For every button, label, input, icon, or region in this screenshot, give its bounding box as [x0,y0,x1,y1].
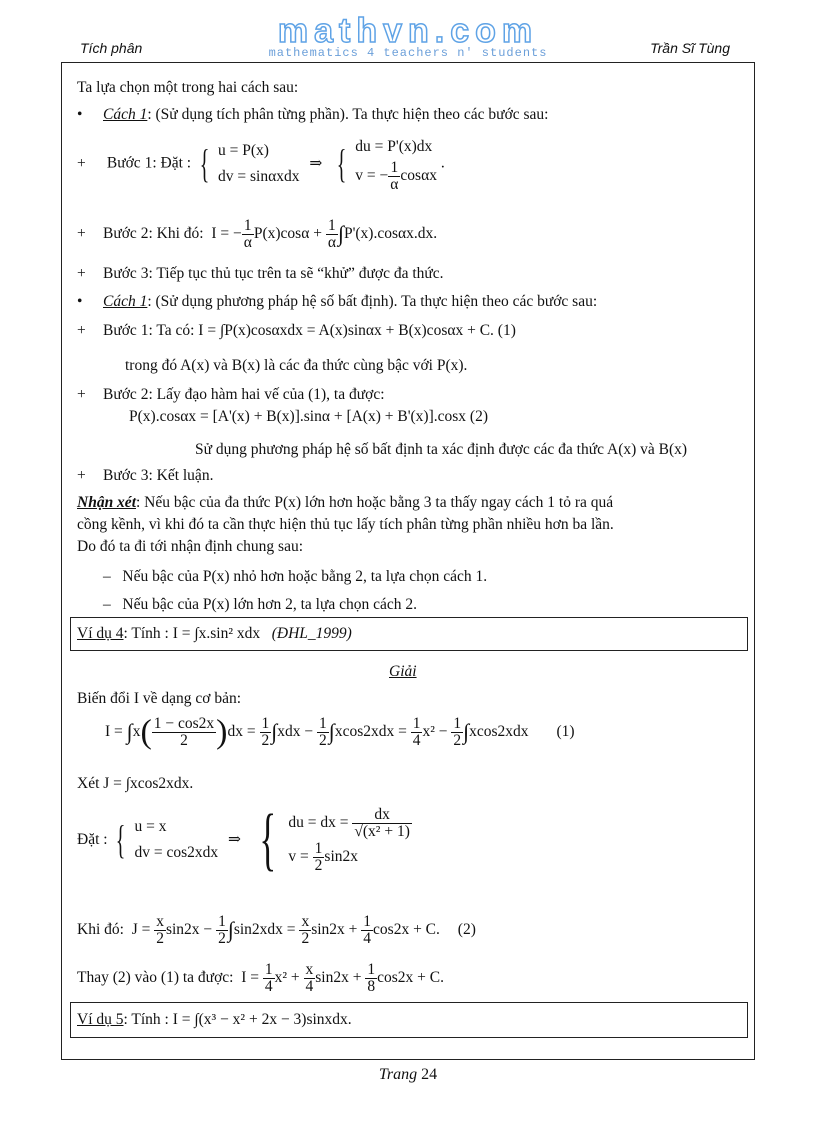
method2: • Cách 1: (Sử dụng phương pháp hệ số bất định). Ta thực hiện theo các bước sau: [77,293,598,310]
page-label: Trang [378,1066,418,1083]
sol-khido: Khi đó: J = $\frac{x}{2}$ sin2x − $\frac{1}{2}$ ∫sin2xdx = $\frac{x}{2}$ sin2x + $\frac{1}{4}$ cos2x + C. (2) [77,913,476,947]
intro: Ta lựa chọn một trong hai cách sau: [77,79,299,96]
method1-label: Cách 1 [103,106,148,123]
solution-title: Giải [389,663,417,680]
example4: Ví dụ 4: Tính : I = ∫x.sin² xdx (ĐHL_1999) [77,625,352,642]
example5: Ví dụ 5: Tính : I = ∫(x³ − x² + 2x − 3)sinxdx. [77,1011,352,1028]
remark-line3: Do đó ta đi tới nhận định chung sau: [77,538,304,555]
method2-text: : (Sử dụng phương pháp hệ số bất định). Ta thực hiện theo các bước sau: [147,293,598,310]
m1-step1-result: du = P'(x)dx v = − $\frac{1}{\alpha}$ cosαx [355,138,437,193]
page-frame [61,62,755,1060]
example5-label: Ví dụ 5 [77,1011,124,1028]
m2-step3: + Bước 3: Kết luận. [77,467,214,484]
method1-text: : (Sử dụng tích phân từng phần). Ta thực hiện theo các bước sau: [147,106,549,123]
example4-source: (ĐHL_1999) [271,625,352,642]
sol-dat: Đặt : { u = x dv = cos2xdx ⇒ { du = dx = $\frac{dx}{\text{√(x² + 1)}}$ v = $\frac{1}{2}$ sin2x [77,801,410,878]
rule2: – Nếu bậc của P(x) lớn hơn 2, ta lựa chọn cách 2. [103,596,418,613]
m1-step3: + Bước 3: Tiếp tục thủ tục trên ta sẽ “khử” được đa thức. [77,265,444,282]
logo-sub: mathematics 4 teachers n' students [268,46,548,60]
remark-label: Nhận xét [77,494,136,511]
header-left: Tích phân [80,40,143,56]
sol-xet: Xét J = ∫xcos2xdx. [77,775,194,792]
page-number [0,1066,816,1084]
method1: • Cách 1: (Sử dụng tích phân từng phần). Ta thực hiện theo các bước sau: [77,106,549,123]
example4-label: Ví dụ 4 [77,625,124,642]
remark-line2: cồng kềnh, vì khi đó ta cần thực hiện thủ tục lấy tích phân từng phần nhiều hơn ba lần. [77,516,614,533]
sol-eq1: I = ∫x( $\frac{1 - \cos 2x}{2}$ )dx = $\frac{1}{2}$ ∫xdx − $\frac{1}{2}$ ∫xcos2xdx = $\frac{1}{4}$ x² − $\frac{1}{2}$ ∫xcos2xdx (1) [105,713,575,751]
m1-step1-label: Bước 1: Đặt : [106,154,192,172]
m2-step2-formula: P(x).cosαx = [A'(x) + B(x)].sinα + [A(x) + B'(x)].cosx (2) [129,408,488,425]
remark-line1: Nhận xét: Nếu bậc của đa thức P(x) lớn hơn hoặc bằng 3 ta thấy ngay cách 1 tỏ ra quá [77,494,614,511]
m2-step1: + Bước 1: Ta có: I = ∫P(x)cosαxdx = A(x)sinαx + B(x)cosαx + C. (1) [77,322,516,339]
m2-step2: + Bước 2: Lấy đạo hàm hai vế của (1), ta được: [77,386,385,403]
method2-label: Cách 1 [103,293,148,310]
m1-step2: + Bước 2: Khi đó: I = − $\frac{1}{\alpha}$ P(x)cosα + $\frac{1}{\alpha}$ ∫P'(x).cosαx.dx. [77,217,438,251]
m2-step2-note: Sử dụng phương pháp hệ số bất định ta xác định được các đa thức A(x) và B(x) [195,441,688,458]
m2-step1-formula: I = ∫P(x)cosαxdx = A(x)sinαx + B(x)cosαx + C. (1) [198,322,516,339]
page-num: 24 [421,1066,438,1083]
sol-thay: Thay (2) vào (1) ta được: I = $\frac{1}{4}$ x² + $\frac{x}{4}$ sin2x + $\frac{1}{8}$ cos2x + C. [77,961,444,995]
m1-step1: + Bước 1: Đặt : { u = P(x) dv = sinαxdx ⇒ { du = P'(x)dx v = − $\frac{1}{\alpha}$ cosαx . [77,134,445,204]
rule1: – Nếu bậc của P(x) nhỏ hơn hoặc bằng 2, ta lựa chọn cách 1. [103,568,488,585]
m1-step2-label: Bước 2: Khi đó: [103,225,204,243]
logo [252,12,564,60]
header-right: Trần Sĩ Tùng [650,40,730,56]
logo-main: mathvn.com [277,12,539,50]
m1-step1-system: u = P(x) dv = sinαxdx [218,141,300,185]
sol-line1: Biến đổi I về dạng cơ bản: [77,690,242,707]
m2-step1-note: trong đó A(x) và B(x) là các đa thức cùng bậc với P(x). [125,357,468,374]
